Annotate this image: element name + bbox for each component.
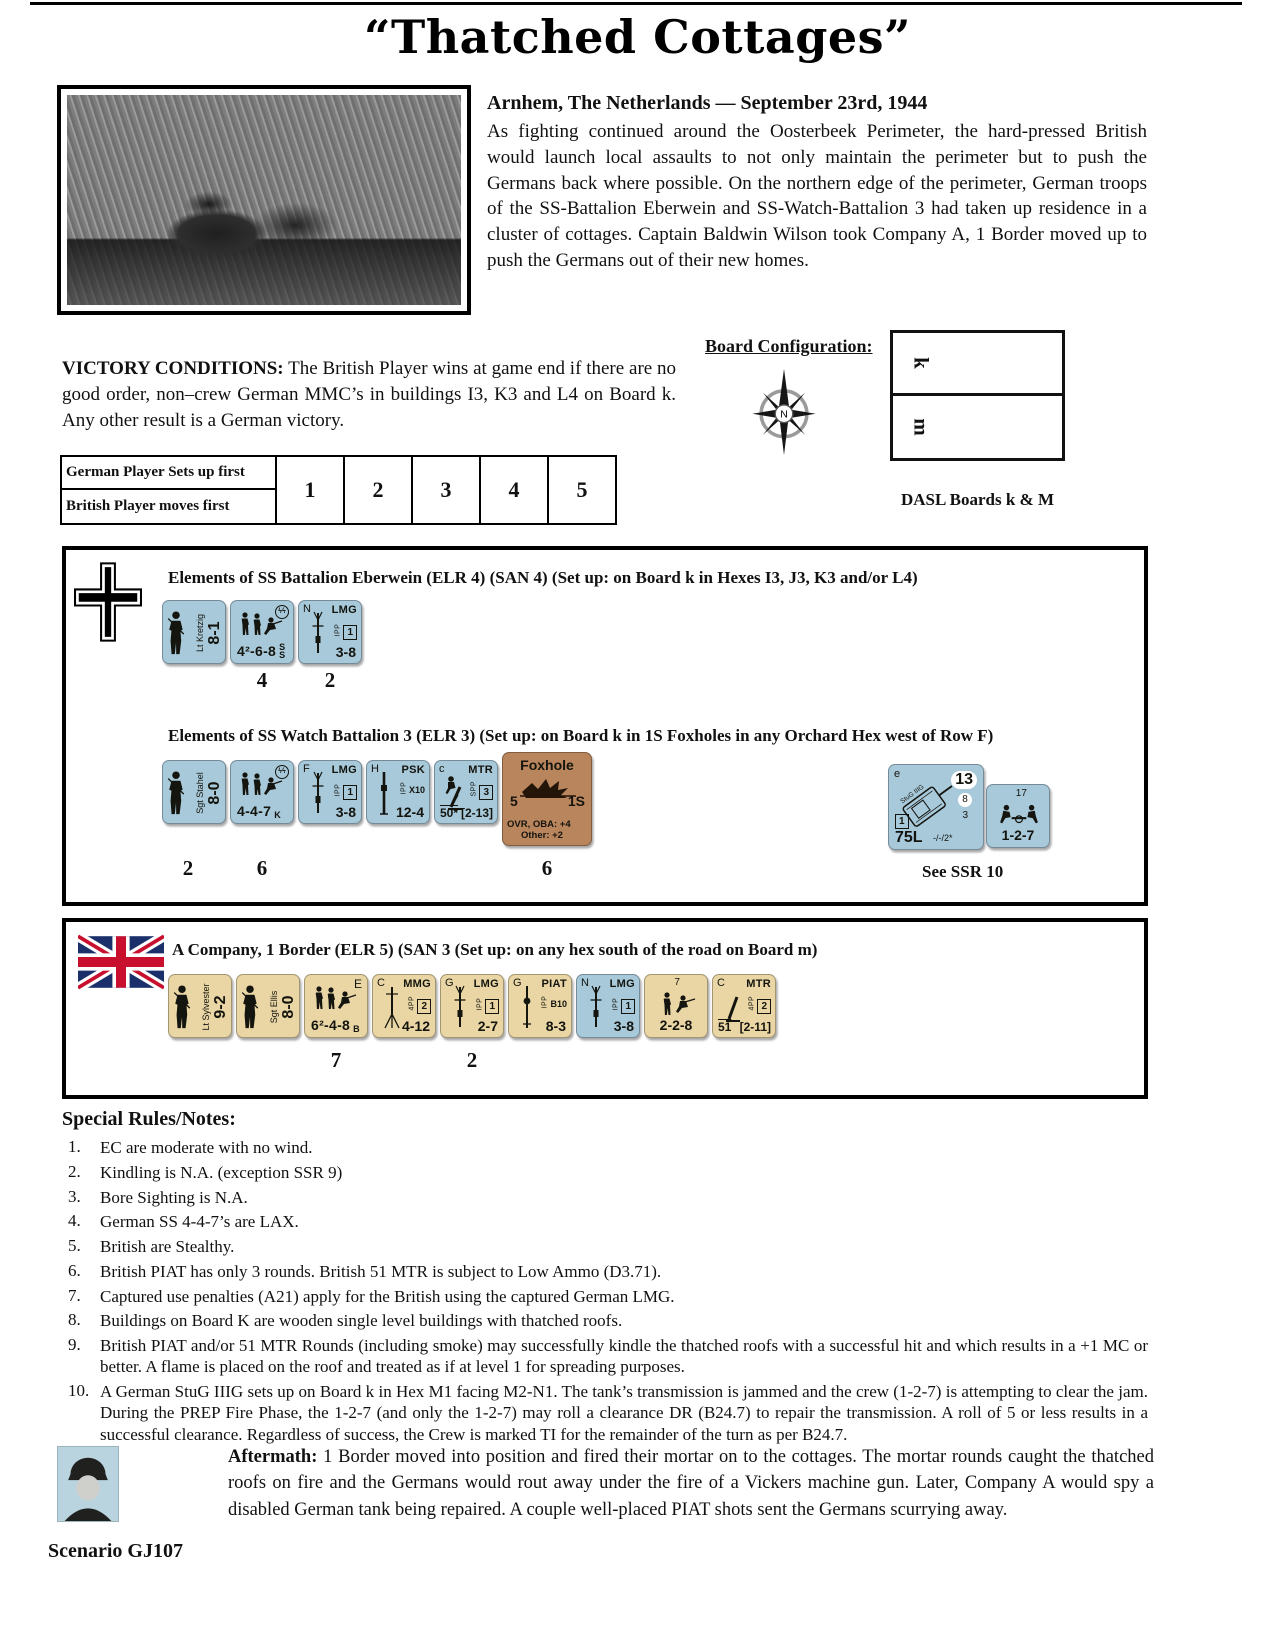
crew-rating: 1-2-7 (1001, 827, 1035, 843)
rule-item: 10. A German StuG IIIG sets up on Board k in Hex M1 facing M2-N1. The tank’s transmission is jammed and the crew (1-2-7) is attempting to clear the jam. During the PREP Fire Phase, the 1-2-7 (and only the 1-2-7) may roll a clearance DR (B24.7) to repair the transmission. A roll of 5 or less results in a successful clearance. Regardless of success, the Crew is marked TI for the remainder of the turn as per B24.7. (68, 1381, 1148, 1444)
scenario-id: Scenario GJ107 (48, 1540, 183, 1562)
ssr-note: See SSR 10 (922, 862, 1004, 881)
counter-british-piat (508, 974, 572, 1038)
aftermath-block (228, 1444, 1154, 1523)
page-title: “Thatched Cottages” (364, 10, 911, 64)
counter-id: e (894, 768, 901, 780)
squad-factors: 4²-6-8 (237, 643, 277, 659)
intro-heading: Arnhem, The Netherlands — September 23rd, 1944 (487, 92, 928, 114)
pp-label: IPP (334, 783, 342, 797)
leader-rating: 8-0 (206, 781, 223, 805)
counter-count: 6 (256, 856, 268, 880)
counter-id: c (439, 763, 445, 775)
turn-2: 2 (345, 455, 413, 525)
counter-british-lmg (440, 974, 504, 1038)
squad-class-letter: E (353, 977, 362, 991)
soldier-icon (172, 984, 192, 1030)
counter-id: G (513, 977, 522, 989)
leader-rating: 9-2 (212, 995, 229, 1019)
board-letter-k: k (909, 356, 934, 369)
halfsquad-factors: 2-2-8 (659, 1017, 693, 1033)
stug-mp: 13 (951, 771, 977, 789)
board-cell-k (893, 333, 1062, 396)
counter-german-squad-447 (230, 760, 294, 824)
weapon-rating: 2-7 (477, 1018, 498, 1034)
weapon-name: LMG (331, 764, 357, 776)
counter-german-crew (986, 784, 1050, 848)
special-rules-heading: Special Rules/Notes: (62, 1108, 236, 1130)
board-caption: DASL Boards k & M (900, 490, 1055, 509)
victory-label: VICTORY CONDITIONS: (62, 358, 284, 379)
scenario-photo-frame (57, 85, 471, 315)
pp-value: 1 (343, 625, 357, 640)
victory-conditions (62, 356, 676, 435)
compass-rose-icon (740, 368, 828, 456)
counter-german-psk (366, 760, 430, 824)
top-rule (30, 2, 1242, 5)
foxhole-type: 1S (567, 793, 585, 809)
pp-label: IPP (541, 995, 549, 1008)
turn-1: 1 (277, 455, 345, 525)
counter-stug-iiig (888, 764, 984, 850)
rule-item: 5. British are Stealthy. (68, 1236, 235, 1256)
weapon-name: LMG (473, 978, 499, 990)
leader-rating: 8-0 (280, 995, 297, 1019)
board-config-label: Board Configuration: (705, 336, 873, 356)
intro-block (487, 92, 1147, 274)
stug-gun: 75L (895, 829, 923, 846)
counter-id: H (371, 763, 379, 775)
lmg-icon (311, 610, 325, 656)
squad-suffix: SS (279, 642, 286, 660)
designer-photo (57, 1446, 119, 1522)
lmg-icon (311, 770, 325, 816)
mmg-icon (381, 984, 403, 1030)
aftermath-label: Aftermath: (228, 1447, 318, 1467)
counter-count: 7 (330, 1048, 342, 1072)
counter-id: C (717, 977, 725, 989)
weapon-range: [2-11] (739, 1020, 771, 1034)
ss-runes-icon: ϟϟ (275, 765, 289, 779)
german-forces-box (62, 546, 1148, 906)
squad-icon (309, 985, 359, 1011)
turn-track-labels (60, 455, 277, 525)
squad-suffix: B (353, 1024, 360, 1034)
board-letter-m: m (909, 418, 934, 436)
stug-box-value: 1 (895, 814, 909, 829)
pp-value: 1 (621, 999, 635, 1014)
foxhole-capacity: 5 (510, 793, 518, 809)
counter-count: 2 (182, 856, 194, 880)
counter-german-leader-stahel (162, 760, 226, 824)
rule-item: 3. Bore Sighting is N.A. (68, 1186, 248, 1207)
weapon-rating: 50* (440, 806, 459, 820)
piat-icon (521, 984, 533, 1030)
halfsquad-icon (657, 991, 697, 1017)
ss-runes-icon: ϟϟ (275, 605, 289, 619)
scenario-photo (67, 95, 461, 305)
weapon-name: PSK (401, 764, 425, 776)
counter-british-mtr (712, 974, 776, 1038)
leader-name: Sgt Stahel (195, 772, 205, 814)
weapon-rating: 3-8 (335, 644, 356, 660)
pp-label: 4PP (408, 995, 416, 1011)
compass-north-label: N (780, 408, 788, 421)
counter-count: 2 (324, 668, 336, 692)
weapon-range: [2-13] (460, 806, 493, 820)
counter-british-leader-ellis (236, 974, 300, 1038)
weapon-rating: 3-8 (613, 1018, 634, 1034)
counter-german-squad-ss (230, 600, 294, 664)
pp-value: 3 (479, 785, 493, 800)
board-diagram (890, 330, 1065, 461)
counter-count: 4 (256, 668, 268, 692)
intro-body: As fighting continued around the Oosterbeek Perimeter, the hard-pressed British would launch local assaults to not only maintain the perimeter but to push the Germans back where possible. On the northern edge of the perimeter, German troops of the SS-Battalion Eberwein and SS-Watch-Battalion 3 had taken up residence in a cluster of cottages. Captain Baldwin Wilson took Company A, 1 Border moved up to push the Germans out of their new homes. (487, 121, 1147, 272)
crew-icon (998, 803, 1040, 827)
weapon-name: MTR (746, 978, 771, 990)
pp-label: IPP (476, 997, 484, 1011)
german-section2-header: Elements of SS Watch Battalion 3 (ELR 3) (Set up: on Board k in 1S Foxholes in any Orchard Hex west of Row F) (168, 726, 994, 745)
british-forces-box (62, 918, 1148, 1099)
rule-item: 6. British PIAT has only 3 rounds. British 51 MTR is subject to Low Ammo (D3.71). (68, 1260, 662, 1281)
weapon-rating: 8-3 (545, 1018, 566, 1034)
turn-track (60, 455, 617, 525)
rule-item: 7. Captured use penalties (A21) apply for the British using the captured German LMG. (68, 1285, 675, 1306)
foxhole-title: Foxhole (520, 757, 574, 773)
aftermath-text: 1 Border moved into position and fired their mortar on to the cottages. The mortar rounds caught the thatched roofs on fire and the Germans would rout away under the fire of a Vickers machine gun. Later, Company A would spy a disabled German tank being repaired. A couple well-placed PIAT shots sent the Germans scurrying away. (228, 1447, 1154, 1520)
rule-item: 2. Kindling is N.A. (exception SSR 9) (68, 1161, 343, 1182)
pp-value: 1 (343, 785, 357, 800)
rule-item: 8. Buildings on Board K are wooden single level buildings with thatched roofs. (68, 1310, 623, 1331)
weapon-name: PIAT (541, 978, 567, 990)
foxhole-tem-1: OVR, OBA: +4 (507, 819, 571, 830)
counter-british-squad (304, 974, 368, 1038)
leader-name: Lt Kretzig (195, 613, 205, 653)
halfsquad-id: 7 (674, 977, 680, 988)
counter-id: C (377, 977, 385, 989)
pp-value: 1 (485, 999, 499, 1014)
weapon-rating: 51 (718, 1020, 732, 1034)
counter-count: 2 (466, 1048, 478, 1072)
panzerschreck-icon (379, 770, 389, 816)
weapon-name: LMG (331, 604, 357, 616)
counter-id: N (303, 603, 311, 615)
weapon-rating: 12-4 (395, 804, 424, 820)
union-jack-icon (78, 934, 164, 990)
squad-factors: 4-4-7 (237, 803, 272, 819)
special-rules (62, 1108, 1152, 1448)
counter-captured-german-lmg (576, 974, 640, 1038)
rule-item: 9. British PIAT and/or 51 MTR Rounds (including smoke) may successfully kindle the thatched roofs with a successful hit and which results in a +1 MC or better. A flame is placed on the roof and treated as if at level 1 for spreading purposes. (68, 1335, 1148, 1377)
pp-value: B10 (550, 999, 567, 1009)
counter-british-halfsquad (644, 974, 708, 1038)
turn-3: 3 (413, 455, 481, 525)
board-cell-m (893, 396, 1062, 459)
pp-label: IPP (334, 623, 342, 637)
leader-name: Lt Sylvester (201, 983, 211, 1031)
weapon-rating: 3-8 (335, 804, 356, 820)
lmg-icon (589, 984, 603, 1030)
crew-id: 17 (1015, 788, 1027, 799)
british-header: A Company, 1 Border (ELR 5) (SAN 3 (Set up: on any hex south of the road on Board m) (172, 940, 818, 959)
counter-foxhole (502, 752, 592, 846)
stug-label: StuG IIIG (899, 783, 926, 806)
soldier-portrait-icon (58, 1447, 118, 1521)
german-section1-header: Elements of SS Battalion Eberwein (ELR 4) (SAN 4) (Set up: on Board k in Hexes I3, J3, K3 and/or L4) (168, 568, 918, 587)
victory-text: The British Player wins at game end if there are no good order, non–crew German MMC’s in buildings I3, K3 and L4 on Board k. Any other result is a German victory. (62, 358, 677, 432)
counter-british-leader-sylvester (168, 974, 232, 1038)
counter-id: F (303, 763, 310, 775)
turn-5: 5 (549, 455, 617, 525)
weapon-name: MTR (468, 764, 493, 776)
rule-item: 1. EC are moderate with no wind. (68, 1137, 313, 1157)
leader-name: Sgt Ellis (269, 990, 279, 1024)
pp-label: IPP (612, 997, 620, 1011)
stug-armor-2: 3 (962, 810, 968, 821)
setup-first-label: German Player Sets up first (62, 457, 275, 490)
counter-german-mtr (434, 760, 498, 824)
pp-value: 2 (417, 999, 431, 1014)
counter-count: 6 (541, 856, 553, 880)
pp-value: X10 (408, 785, 425, 795)
counter-german-lmg-2 (298, 760, 362, 824)
soldier-icon (166, 770, 186, 816)
weapon-name: LMG (609, 978, 635, 990)
counter-british-mmg (372, 974, 436, 1038)
soldier-icon (240, 984, 260, 1030)
pp-label: IPP (400, 781, 408, 794)
lmg-icon (453, 984, 467, 1030)
german-cross-icon (74, 562, 142, 642)
soldier-icon (166, 610, 186, 656)
foxhole-tem-2: Other: +2 (521, 830, 563, 841)
turn-4: 4 (481, 455, 549, 525)
moves-first-label: British Player moves first (66, 498, 230, 514)
squad-factors: 6²-4-8 (311, 1017, 351, 1033)
counter-german-lmg-1 (298, 600, 362, 664)
weapon-rating: 4-12 (401, 1018, 430, 1034)
leader-rating: 8-1 (206, 621, 223, 645)
counter-id: N (581, 977, 589, 989)
pp-value: 2 (757, 999, 771, 1014)
rule-item: 4. German SS 4-4-7’s are LAX. (68, 1211, 299, 1232)
stug-mg-values: -/-/2* (933, 833, 953, 843)
counter-german-leader-kretzig (162, 600, 226, 664)
pp-label: SPP (470, 780, 478, 797)
counter-id: G (445, 977, 454, 989)
stug-armor-1: 8 (958, 793, 972, 807)
squad-suffix: K (274, 810, 281, 820)
weapon-name: MMG (403, 978, 431, 990)
pp-label: 4PP (748, 995, 756, 1011)
